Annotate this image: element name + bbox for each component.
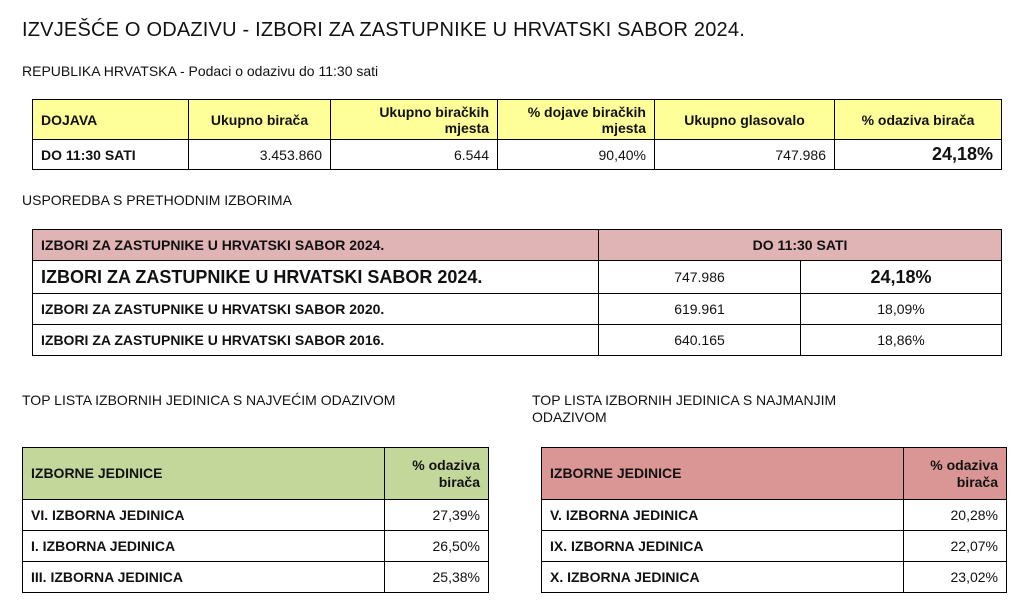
summary-table bbox=[32, 99, 1002, 170]
highest-header-row bbox=[23, 448, 489, 500]
lowest-unit-pct: 20,28% bbox=[904, 500, 1007, 531]
comparison-row bbox=[33, 294, 1002, 325]
lowest-unit-name: X. IZBORNA JEDINICA bbox=[542, 562, 904, 593]
summary-dojava-value: DO 11:30 SATI bbox=[33, 140, 189, 170]
highest-unit-pct: 27,39% bbox=[385, 500, 489, 531]
comparison-row-label: IZBORI ZA ZASTUPNIKE U HRVATSKI SABOR 2024. bbox=[33, 261, 599, 294]
comparison-row-glasovalo: 619.961 bbox=[599, 294, 801, 325]
summary-col-glasovalo: Ukupno glasovalo bbox=[655, 100, 835, 140]
page-title: IZVJEŠĆE O ODAZIVU - IZBORI ZA ZASTUPNIKE U HRVATSKI SABOR 2024. bbox=[22, 19, 745, 41]
comparison-row-label: IZBORI ZA ZASTUPNIKE U HRVATSKI SABOR 2020. bbox=[33, 294, 599, 325]
highest-turnout-table bbox=[22, 447, 489, 593]
table-row bbox=[542, 531, 1007, 562]
summary-col-dojava-postotak: % dojave biračkih mjesta bbox=[498, 100, 655, 140]
comparison-row-odaziv: 24,18% bbox=[801, 261, 1002, 294]
comparison-section-title: USPOREDBA S PRETHODNIM IZBORIMA bbox=[22, 192, 292, 208]
table-row bbox=[23, 562, 489, 593]
lowest-col-pct: % odaziva birača bbox=[904, 448, 1007, 500]
highest-unit-pct: 25,38% bbox=[385, 562, 489, 593]
highest-col-unit: IZBORNE JEDINICE bbox=[23, 448, 385, 500]
comparison-row-odaziv: 18,86% bbox=[801, 325, 1002, 356]
lowest-unit-pct: 22,07% bbox=[904, 531, 1007, 562]
summary-birackih-mjesta-value: 6.544 bbox=[331, 140, 498, 170]
table-row bbox=[23, 531, 489, 562]
summary-ukupno-biraca-value: 3.453.860 bbox=[189, 140, 331, 170]
highest-unit-name: III. IZBORNA JEDINICA bbox=[23, 562, 385, 593]
comparison-header-label: IZBORI ZA ZASTUPNIKE U HRVATSKI SABOR 2024. bbox=[33, 230, 599, 261]
comparison-table bbox=[32, 229, 1002, 356]
comparison-header-time: DO 11:30 SATI bbox=[599, 230, 1002, 261]
highest-unit-pct: 26,50% bbox=[385, 531, 489, 562]
comparison-row bbox=[33, 325, 1002, 356]
summary-col-odaziv: % odaziva birača bbox=[835, 100, 1002, 140]
summary-odaziv-value: 24,18% bbox=[835, 140, 1002, 170]
comparison-row-label: IZBORI ZA ZASTUPNIKE U HRVATSKI SABOR 2016. bbox=[33, 325, 599, 356]
lowest-unit-pct: 23,02% bbox=[904, 562, 1007, 593]
summary-header-row bbox=[33, 100, 1002, 140]
lowest-unit-name: V. IZBORNA JEDINICA bbox=[542, 500, 904, 531]
lowest-header-row bbox=[542, 448, 1007, 500]
highest-section-title: TOP LISTA IZBORNIH JEDINICA S NAJVEĆIM ODAZIVOM bbox=[22, 392, 396, 408]
lowest-col-unit: IZBORNE JEDINICE bbox=[542, 448, 904, 500]
comparison-row-glasovalo: 640.165 bbox=[599, 325, 801, 356]
table-row bbox=[23, 500, 489, 531]
summary-col-birackih-mjesta: Ukupno biračkih mjesta bbox=[331, 100, 498, 140]
comparison-row-glasovalo: 747.986 bbox=[599, 261, 801, 294]
table-row bbox=[542, 562, 1007, 593]
highest-unit-name: VI. IZBORNA JEDINICA bbox=[23, 500, 385, 531]
lowest-turnout-table bbox=[541, 447, 1007, 593]
table-row bbox=[542, 500, 1007, 531]
highest-unit-name: I. IZBORNA JEDINICA bbox=[23, 531, 385, 562]
comparison-row bbox=[33, 261, 1002, 294]
summary-data-row bbox=[33, 140, 1002, 170]
summary-glasovalo-value: 747.986 bbox=[655, 140, 835, 170]
summary-dojava-postotak-value: 90,40% bbox=[498, 140, 655, 170]
summary-col-ukupno-biraca: Ukupno birača bbox=[189, 100, 331, 140]
summary-col-dojava: DOJAVA bbox=[33, 100, 189, 140]
page-subtitle: REPUBLIKA HRVATSKA - Podaci o odazivu do 11:30 sati bbox=[22, 63, 379, 79]
highest-col-pct: % odaziva birača bbox=[385, 448, 489, 500]
lowest-section-title: TOP LISTA IZBORNIH JEDINICA S NAJMANJIM ODAZIVOM bbox=[532, 392, 837, 425]
comparison-header-row bbox=[33, 230, 1002, 261]
lowest-unit-name: IX. IZBORNA JEDINICA bbox=[542, 531, 904, 562]
comparison-row-odaziv: 18,09% bbox=[801, 294, 1002, 325]
